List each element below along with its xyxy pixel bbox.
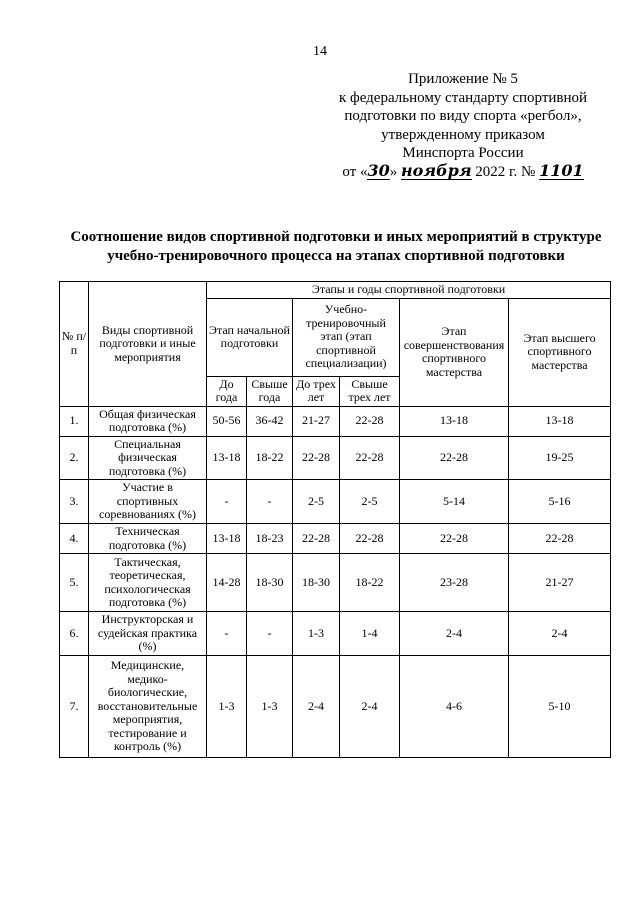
- cell-value: 14-28: [207, 554, 247, 612]
- cell-value: 18-22: [340, 554, 400, 612]
- row-num: 6.: [60, 612, 89, 656]
- cell-value: 2-5: [293, 480, 340, 524]
- appendix-line: подготовки по виду спорта «регбол»,: [344, 108, 582, 124]
- cell-value: 22-28: [509, 524, 611, 554]
- cell-value: 1-3: [207, 656, 247, 758]
- title-line: учебно-тренировочного процесса на этапах спортивной подготовки: [107, 248, 565, 264]
- cell-value: -: [207, 612, 247, 656]
- cell-value: 13-18: [400, 406, 509, 436]
- table-row: [60, 612, 611, 656]
- handwritten-order-number: 1101: [539, 160, 584, 180]
- cell-value: 1-3: [293, 612, 340, 656]
- handwritten-month: ноября: [401, 160, 472, 180]
- cell-value: 22-28: [340, 406, 400, 436]
- appendix-line: Минспорта России: [402, 145, 524, 161]
- header-over-three-years: Свыше трех лет: [340, 376, 400, 406]
- cell-value: 2-4: [400, 612, 509, 656]
- date-mid: »: [389, 163, 398, 180]
- cell-value: 36-42: [247, 406, 293, 436]
- header-num: № п/п: [60, 282, 89, 407]
- header-higher-stage: Этап высшего спортивного мастерства: [509, 298, 611, 406]
- table-row: [60, 406, 611, 436]
- document-title: [56, 228, 616, 266]
- cell-value: 23-28: [400, 554, 509, 612]
- cell-value: 2-4: [340, 656, 400, 758]
- row-name: Общая физическая подготовка (%): [89, 406, 207, 436]
- header-stages: Этапы и годы спортивной подготовки: [207, 282, 611, 299]
- table-row: [60, 436, 611, 480]
- row-num: 7.: [60, 656, 89, 758]
- cell-value: 21-27: [509, 554, 611, 612]
- cell-value: 21-27: [293, 406, 340, 436]
- cell-value: -: [207, 480, 247, 524]
- cell-value: 2-4: [293, 656, 340, 758]
- row-name: Тактическая, теоретическая, психологическая подготовка (%): [89, 554, 207, 612]
- order-date-line: [328, 160, 598, 182]
- row-num: 3.: [60, 480, 89, 524]
- handwritten-day: 30: [367, 160, 390, 180]
- cell-value: 22-28: [400, 436, 509, 480]
- table-row: [60, 480, 611, 524]
- date-year: 2022 г. №: [471, 163, 540, 180]
- cell-value: 18-23: [247, 524, 293, 554]
- row-num: 4.: [60, 524, 89, 554]
- title-line: Соотношение видов спортивной подготовки и иных мероприятий в структуре: [70, 229, 602, 245]
- cell-value: 22-28: [340, 524, 400, 554]
- appendix-line: Приложение № 5: [408, 71, 518, 87]
- header-improvement-stage: Этап совершенствования спортивного мастерства: [400, 298, 509, 406]
- appendix-line: к федеральному стандарту спортивной: [338, 89, 588, 106]
- appendix-block: [328, 70, 598, 181]
- header-over-year: Свыше года: [247, 376, 293, 406]
- header-initial-stage: Этап начальной подготовки: [207, 298, 293, 376]
- cell-value: -: [247, 612, 293, 656]
- training-ratio-table: [59, 281, 611, 758]
- cell-value: 13-18: [207, 524, 247, 554]
- row-num: 2.: [60, 436, 89, 480]
- cell-value: 18-22: [247, 436, 293, 480]
- cell-value: 5-16: [509, 480, 611, 524]
- appendix-line: утвержденному приказом: [381, 126, 545, 143]
- header-up-to-year: До года: [207, 376, 247, 406]
- cell-value: 5-14: [400, 480, 509, 524]
- cell-value: 50-56: [207, 406, 247, 436]
- row-num: 5.: [60, 554, 89, 612]
- header-training-stage: Учебно-тренировочный этап (этап спортивной специализации): [293, 298, 400, 376]
- table-row: [60, 656, 611, 758]
- row-name: Техническая подготовка (%): [89, 524, 207, 554]
- page-number: 14: [313, 44, 327, 59]
- cell-value: 2-5: [340, 480, 400, 524]
- row-name: Инструкторская и судейская практика (%): [89, 612, 207, 656]
- cell-value: 13-18: [207, 436, 247, 480]
- header-up-to-three-years: До трех лет: [293, 376, 340, 406]
- header-types: Виды спортивной подготовки и иные мероприятия: [89, 282, 207, 407]
- cell-value: 19-25: [509, 436, 611, 480]
- table-row: [60, 554, 611, 612]
- cell-value: 22-28: [293, 524, 340, 554]
- date-prefix: от «: [342, 163, 368, 180]
- row-num: 1.: [60, 406, 89, 436]
- row-name: Участие в спортивных соревнованиях (%): [89, 480, 207, 524]
- cell-value: 13-18: [509, 406, 611, 436]
- cell-value: -: [247, 480, 293, 524]
- row-name: Специальная физическая подготовка (%): [89, 436, 207, 480]
- table-row: [60, 524, 611, 554]
- cell-value: 18-30: [247, 554, 293, 612]
- cell-value: 18-30: [293, 554, 340, 612]
- cell-value: 5-10: [509, 656, 611, 758]
- cell-value: 1-4: [340, 612, 400, 656]
- cell-value: 22-28: [340, 436, 400, 480]
- cell-value: 22-28: [293, 436, 340, 480]
- cell-value: 1-3: [247, 656, 293, 758]
- cell-value: 4-6: [400, 656, 509, 758]
- cell-value: 22-28: [400, 524, 509, 554]
- cell-value: 2-4: [509, 612, 611, 656]
- row-name: Медицинские, медико-биологические, восстановительные мероприятия, тестирование и контроль (%): [89, 656, 207, 758]
